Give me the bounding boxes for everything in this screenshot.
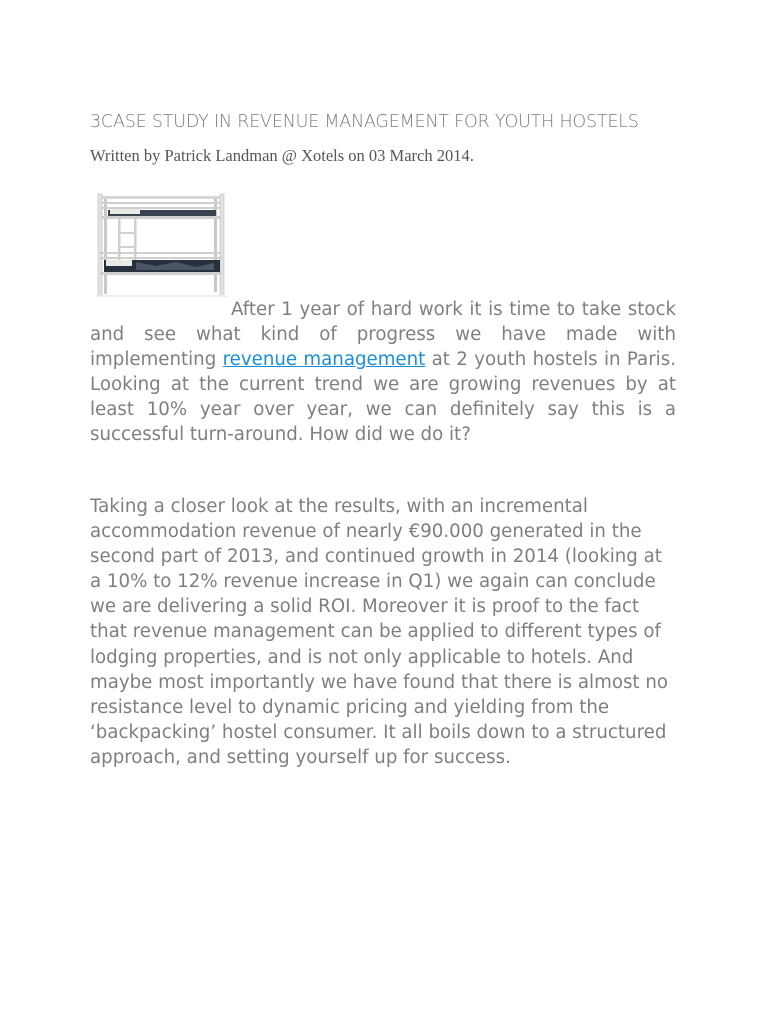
byline: Written by Patrick Landman @ Xotels on 03 March 2014.	[90, 146, 474, 165]
intro-text-before-link: After 1 year of hard work it is time to take stock and see what kind of progress we have made with implementing	[90, 299, 676, 371]
bunk-bed-icon	[96, 192, 228, 298]
results-paragraph: Taking a closer look at the results, with an incremental accommodation revenue of nearly €90.000 generated in the second part of 2013, and continued growth in 2014 (looking at a 10% to 12% revenue increase in Q1) we again can conclude we are delivering a solid ROI. Moreover it is proof to the fact that revenue management can be applied to different types of lodging properties, and is not only applicable to hotels. And maybe most importantly we have found that there is almost no resistance level to dynamic pricing and yielding from the ‘backpacking’ hostel consumer. It all boils down to a structured approach, and setting yourself up for success.	[90, 496, 668, 768]
intro-paragraph	[90, 297, 676, 448]
document-title: 3CASE STUDY IN REVENUE MANAGEMENT FOR YOUTH HOSTELS	[90, 112, 639, 132]
intro-text-after-link: at 2 youth hostels in Paris. Looking at the current trend we are growing revenues by at least 10% year over year, we can definitely say this is a successful turn-around. How did we do it?	[90, 349, 676, 446]
revenue-management-link[interactable]: revenue management	[222, 349, 426, 371]
bunk-bed-image	[96, 192, 228, 298]
